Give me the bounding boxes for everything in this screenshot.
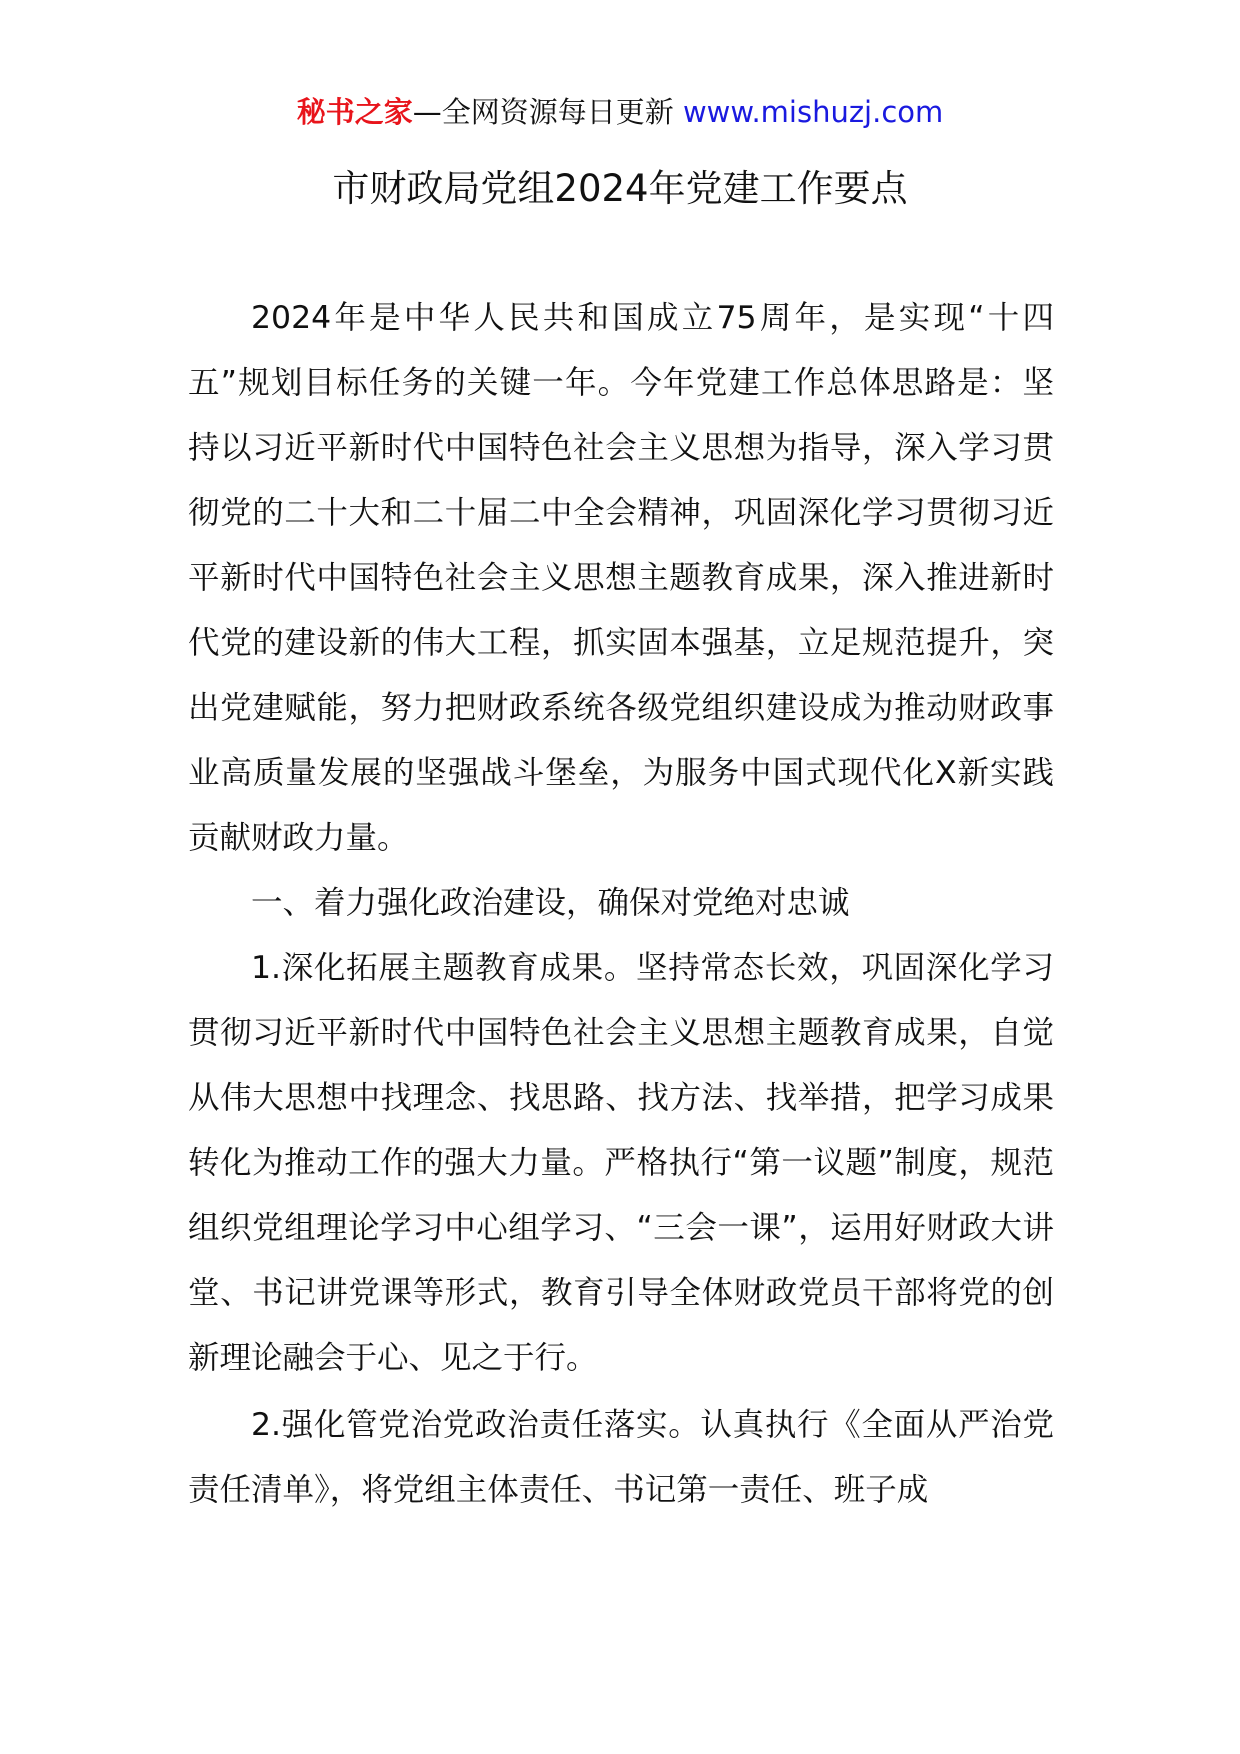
site-url-link[interactable]: www.mishuzj.com [682,95,944,129]
banner-tagline: —全网资源每日更新 [412,95,674,129]
site-banner [0,92,1240,132]
item-paragraph-2: 2.强化管党治党政治责任落实。认真执行《全面从严治党责任清单》，将党组主体责任、书记第一责任、班子成 [188,1407,1054,1508]
document-title: 市财政局党组2024年党建工作要点 [332,167,908,210]
document-body [188,286,1054,1523]
brand-name: 秘书之家 [296,95,413,129]
item-paragraph-1: 1.深化拓展主题教育成果。坚持常态长效，巩固深化学习贯彻习近平新时代中国特色社会主义思想主题教育成果，自觉从伟大思想中找理念、找思路、找方法、找举措，把学习成果转化为推动工作的强大力量。严格执行“第一议题”制度，规范组织党组理论学习中心组学习、“三会一课”，运用好财政大讲堂、书记讲党课等形式，教育引导全体财政党员干部将党的创新理论融会于心、见之于行。 [188,950,1054,1376]
intro-paragraph: 2024年是中华人民共和国成立75周年，是实现“十四五”规划目标任务的关键一年。今年党建工作总体思路是：坚持以习近平新时代中国特色社会主义思想为指导，深入学习贯彻党的二十大和二十届二中全会精神，巩固深化学习贯彻习近平新时代中国特色社会主义思想主题教育成果，深入推进新时代党的建设新的伟大工程，抓实固本强基，立足规范提升，突出党建赋能，努力把财政系统各级党组织建设成为推动财政事业高质量发展的坚强战斗堡垒，为服务中国式现代化X新实践贡献财政力量。 [188,300,1054,856]
section-heading-1: 一、着力强化政治建设，确保对党绝对忠诚 [251,885,850,921]
